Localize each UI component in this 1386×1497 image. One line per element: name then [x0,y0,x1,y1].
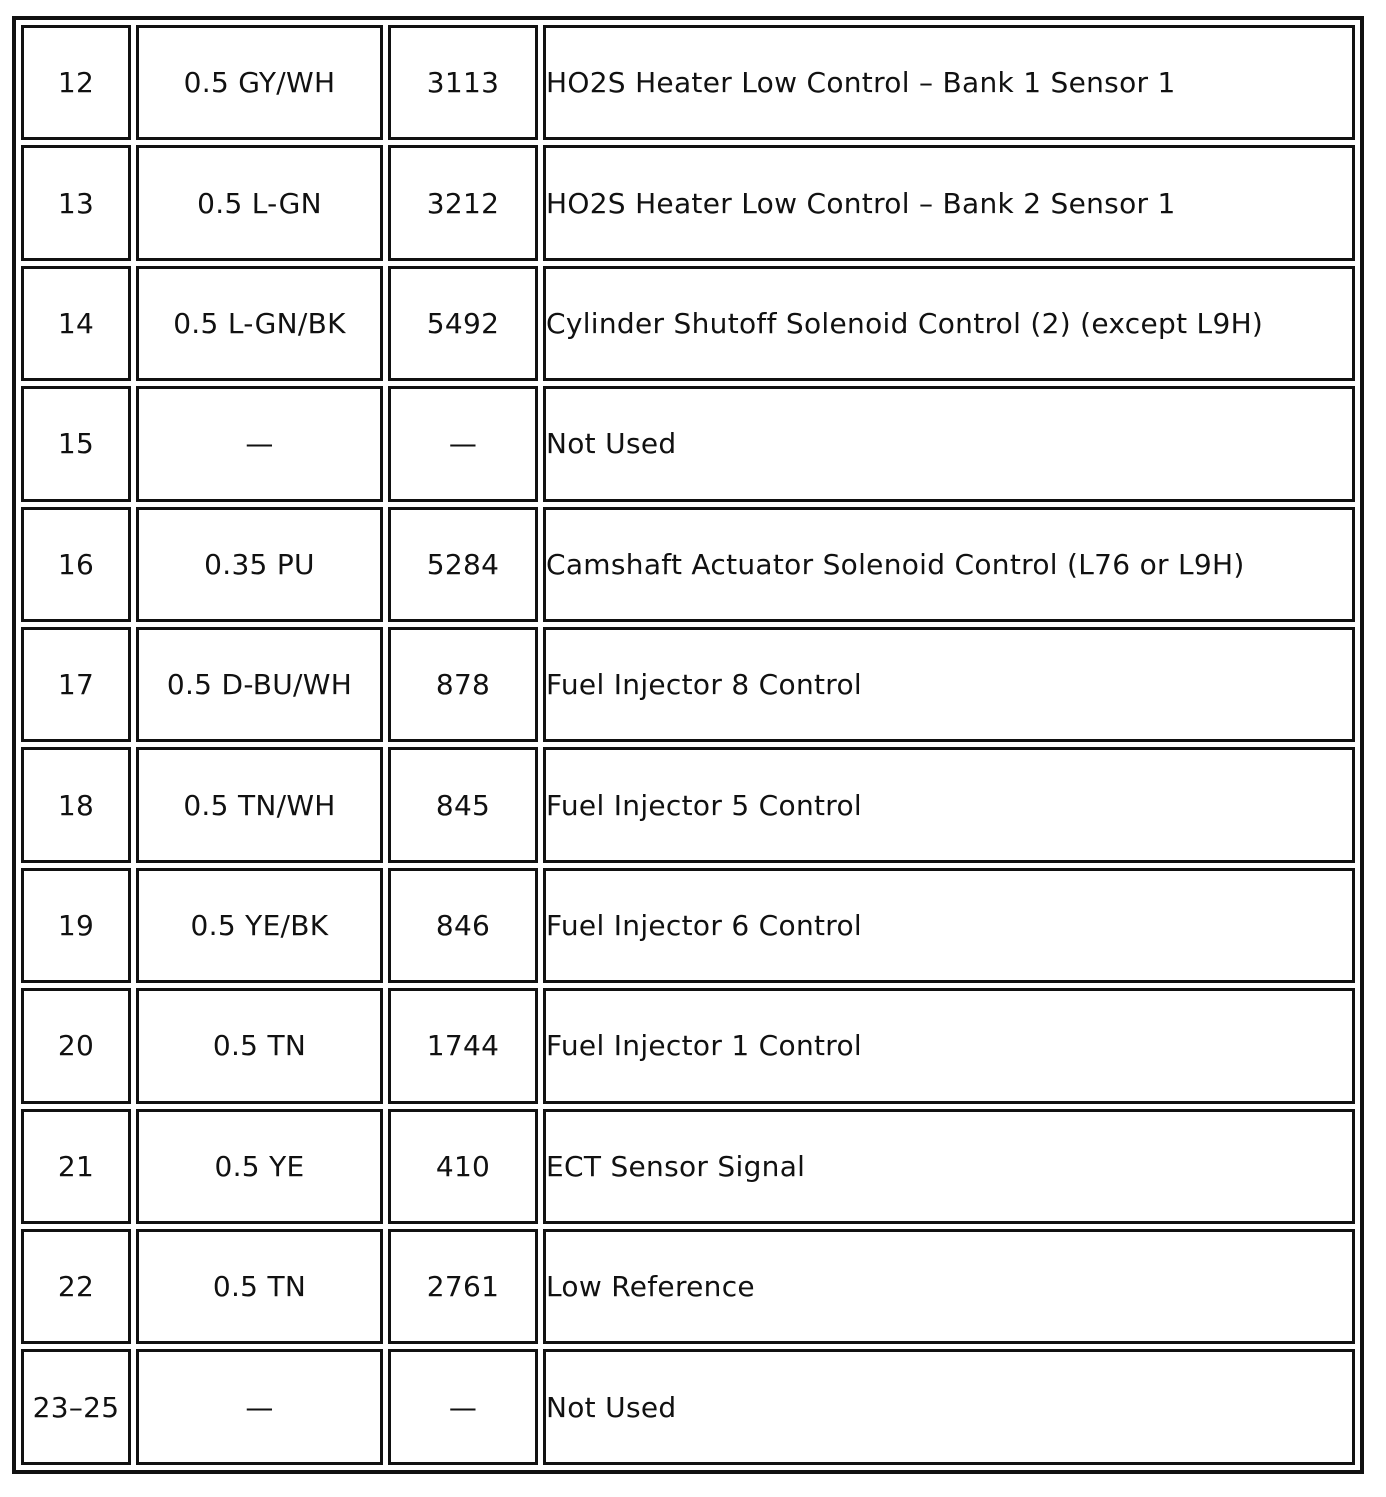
function-cell: HO2S Heater Low Control – Bank 1 Sensor 1 [543,25,1355,140]
circuit-cell: 846 [388,868,538,983]
circuit-cell: 845 [388,747,538,862]
table-row [21,1109,1355,1224]
table-row [21,988,1355,1103]
wire-cell: — [136,386,383,501]
wire-cell: 0.35 PU [136,507,383,622]
wire-cell: 0.5 L-GN/BK [136,266,383,381]
connector-pinout-table [16,20,1360,1470]
function-cell: ECT Sensor Signal [543,1109,1355,1224]
circuit-cell: 2761 [388,1229,538,1344]
table-row [21,868,1355,983]
pin-cell: 14 [21,266,131,381]
connector-pinout-table-frame [12,16,1364,1474]
function-cell: Low Reference [543,1229,1355,1344]
table-row [21,25,1355,140]
table-row [21,1349,1355,1465]
wire-cell: 0.5 YE/BK [136,868,383,983]
wire-cell: — [136,1349,383,1465]
pin-cell: 17 [21,627,131,742]
pin-cell: 16 [21,507,131,622]
circuit-cell: 1744 [388,988,538,1103]
pin-cell: 21 [21,1109,131,1224]
function-cell: Fuel Injector 1 Control [543,988,1355,1103]
table-row [21,747,1355,862]
wire-cell: 0.5 TN [136,1229,383,1344]
function-cell: Cylinder Shutoff Solenoid Control (2) (except L9H) [543,266,1355,381]
function-cell: HO2S Heater Low Control – Bank 2 Sensor 1 [543,145,1355,260]
table-row [21,627,1355,742]
wire-cell: 0.5 YE [136,1109,383,1224]
pin-cell: 13 [21,145,131,260]
table-row [21,266,1355,381]
circuit-cell: 3212 [388,145,538,260]
circuit-cell: 5492 [388,266,538,381]
pin-cell: 22 [21,1229,131,1344]
function-cell: Fuel Injector 5 Control [543,747,1355,862]
circuit-cell: 878 [388,627,538,742]
table-row [21,145,1355,260]
pin-cell: 18 [21,747,131,862]
wire-cell: 0.5 TN/WH [136,747,383,862]
function-cell: Camshaft Actuator Solenoid Control (L76 or L9H) [543,507,1355,622]
function-cell: Not Used [543,1349,1355,1465]
circuit-cell: — [388,1349,538,1465]
pin-cell: 12 [21,25,131,140]
pin-cell: 19 [21,868,131,983]
circuit-cell: 3113 [388,25,538,140]
table-row [21,386,1355,501]
function-cell: Not Used [543,386,1355,501]
pin-cell: 23–25 [21,1349,131,1465]
pin-cell: 15 [21,386,131,501]
circuit-cell: 410 [388,1109,538,1224]
pin-cell: 20 [21,988,131,1103]
wire-cell: 0.5 D-BU/WH [136,627,383,742]
wire-cell: 0.5 L-GN [136,145,383,260]
circuit-cell: 5284 [388,507,538,622]
circuit-cell: — [388,386,538,501]
function-cell: Fuel Injector 8 Control [543,627,1355,742]
wire-cell: 0.5 TN [136,988,383,1103]
wire-cell: 0.5 GY/WH [136,25,383,140]
table-row [21,507,1355,622]
function-cell: Fuel Injector 6 Control [543,868,1355,983]
table-row [21,1229,1355,1344]
